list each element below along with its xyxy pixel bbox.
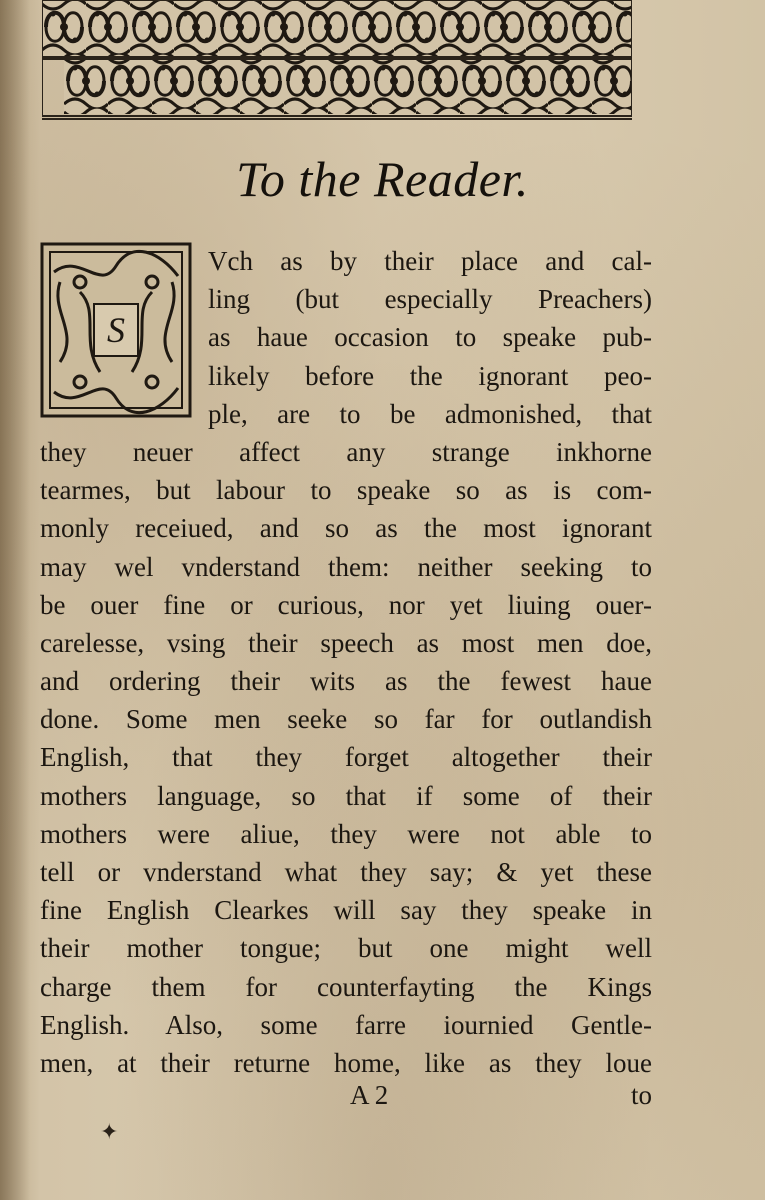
- text-line: tearmes, but labour to speake so as is com-: [40, 475, 652, 506]
- text-line: mothers were aliue, they were not able to: [40, 818, 652, 849]
- text-line: English, that they forget altogether their: [40, 742, 652, 773]
- text-line: they neuer affect any strange inkhorne: [40, 436, 652, 467]
- text-line: likely before the ignorant peo-: [208, 360, 652, 391]
- headpiece-rule: [42, 118, 632, 120]
- text-line: their mother tongue; but one might well: [40, 933, 652, 964]
- text-line: fine English Clearkes will say they speake in: [40, 895, 652, 926]
- text-line: monly receiued, and so as the most ignorant: [40, 513, 652, 544]
- body-text: [40, 242, 652, 1082]
- text-line: and ordering their wits as the fewest haue: [40, 666, 652, 697]
- text-line: charge them for counterfayting the Kings: [40, 971, 652, 1002]
- text-line: done. Some men seeke so far for outlandish: [40, 704, 652, 735]
- text-line: mothers language, so that if some of their: [40, 780, 652, 811]
- catchword: to: [630, 1080, 652, 1110]
- signature-mark: A 2: [350, 1080, 389, 1110]
- text-line: be ouer fine or curious, nor yet liuing ouer-: [40, 589, 652, 620]
- drop-cap-letter: S: [107, 310, 125, 350]
- text-line: Vch as by their place and cal-: [208, 246, 652, 276]
- text-line: ling (but especially Preachers): [208, 284, 652, 315]
- text-line: English. Also, some farre iournied Gentle-: [40, 1009, 652, 1040]
- text-line: as haue occasion to speake pub-: [208, 322, 652, 353]
- page-footer: [40, 1080, 652, 1120]
- text-line: may wel vnderstand them: neither seeking to: [40, 551, 652, 582]
- text-line: carelesse, vsing their speech as most men doe,: [40, 627, 652, 658]
- text-line: men, at their returne home, like as they loue: [40, 1047, 652, 1078]
- ink-blot-mark: ✦: [100, 1120, 119, 1145]
- page-title: To the Reader.: [236, 151, 529, 207]
- text-line: tell or vnderstand what they say; & yet these: [40, 857, 652, 887]
- text-line: ple, are to be admonished, that: [208, 398, 652, 429]
- ornamental-headpiece: [42, 0, 632, 118]
